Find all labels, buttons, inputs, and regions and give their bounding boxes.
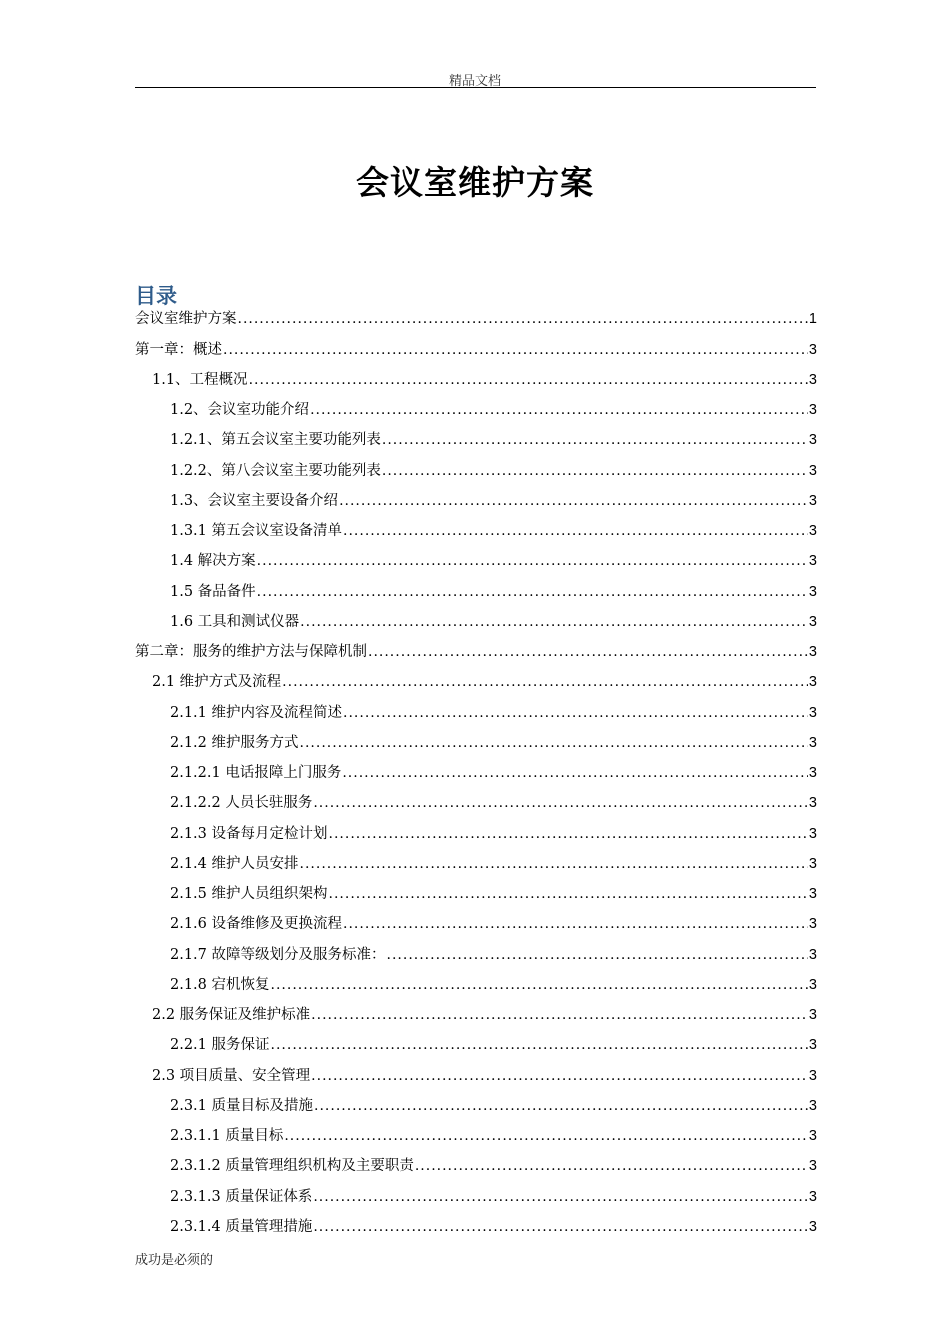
toc-entry[interactable] xyxy=(135,637,817,667)
toc-entry-label: 2.1.2.1 电话报障上门服务 xyxy=(170,765,342,781)
toc-entry-page-number: 3 xyxy=(808,674,817,691)
toc-entry[interactable] xyxy=(135,788,817,818)
toc-entry[interactable] xyxy=(135,697,817,727)
toc-entry[interactable] xyxy=(135,970,817,1000)
toc-entry-label: 1.3.1 第五会议室设备清单 xyxy=(170,523,343,539)
toc-entry-page-number: 3 xyxy=(808,1128,817,1144)
toc-entry-page-number: 3 xyxy=(808,1158,817,1175)
toc-dot-leader xyxy=(311,1000,808,1030)
toc-dot-leader xyxy=(329,819,808,849)
toc-dot-leader xyxy=(223,335,808,365)
toc-entry-page-number: 3 xyxy=(808,855,817,872)
toc-dot-leader xyxy=(300,607,808,637)
toc-entry-page-number: 3 xyxy=(808,734,817,751)
toc-entry[interactable] xyxy=(135,879,817,909)
toc-dot-leader xyxy=(310,395,808,425)
header-divider xyxy=(135,87,816,88)
toc-entry-label: 2.1.1 维护内容及流程简述 xyxy=(170,704,343,721)
toc-heading: 目录 xyxy=(135,284,177,308)
toc-entry-page-number: 3 xyxy=(808,553,817,570)
toc-entry-label: 2.3.1.1 质量目标 xyxy=(170,1128,284,1144)
toc-entry[interactable] xyxy=(135,455,817,485)
toc-entry[interactable] xyxy=(135,486,817,516)
toc-entry[interactable] xyxy=(135,516,817,546)
toc-entry-page-number: 3 xyxy=(808,1218,817,1235)
toc-entry-label: 2.1.5 维护人员组织架构 xyxy=(170,886,328,902)
toc-entry[interactable] xyxy=(135,728,817,758)
toc-entry[interactable] xyxy=(135,576,817,606)
toc-entry-page-number: 3 xyxy=(808,946,817,963)
toc-entry-page-number: 3 xyxy=(808,402,817,418)
toc-dot-leader xyxy=(238,304,808,334)
toc-entry-label: 第二章：服务的维护方法与保障机制 xyxy=(135,644,367,660)
toc-entry-label: 1.5 备品备件 xyxy=(170,583,256,600)
toc-dot-leader xyxy=(300,849,808,879)
toc-entry-page-number: 3 xyxy=(808,371,817,388)
toc-entry[interactable] xyxy=(135,1121,817,1151)
toc-dot-leader xyxy=(284,1121,808,1151)
toc-entry-page-number: 3 xyxy=(808,704,817,721)
toc-entry[interactable] xyxy=(135,1212,817,1242)
toc-entry-page-number: 3 xyxy=(808,583,817,600)
toc-dot-leader xyxy=(382,425,808,455)
toc-entry-page-number: 1 xyxy=(808,311,817,328)
toc-dot-leader xyxy=(314,1091,808,1121)
toc-dot-leader xyxy=(342,758,808,788)
toc-entry-label: 2.2.1 服务保证 xyxy=(170,1037,270,1054)
toc-dot-leader xyxy=(339,486,808,516)
document-title: 会议室维护方案 xyxy=(356,163,594,202)
toc-entry-label: 1.2.1、第五会议室主要功能列表 xyxy=(170,432,381,449)
toc-entry-label: 2.3.1.3 质量保证体系 xyxy=(170,1188,313,1205)
toc-entry[interactable] xyxy=(135,1030,817,1060)
toc-entry[interactable] xyxy=(135,1151,817,1181)
toc-entry-page-number: 3 xyxy=(808,613,817,630)
toc-dot-leader xyxy=(313,1212,808,1242)
page-header: 精品文档 xyxy=(448,74,501,89)
toc-entry-label: 会议室维护方案 xyxy=(135,311,237,328)
toc-entry-page-number: 3 xyxy=(808,1067,817,1084)
toc-dot-leader xyxy=(249,365,808,395)
toc-entry-page-number: 3 xyxy=(808,765,817,781)
toc-entry-page-number: 3 xyxy=(808,1037,817,1054)
toc-entry-label: 1.4 解决方案 xyxy=(170,553,256,570)
toc-dot-leader xyxy=(343,516,808,546)
toc-entry-label: 2.1 维护方式及流程 xyxy=(152,674,282,691)
toc-entry[interactable] xyxy=(135,425,817,455)
toc-entry-label: 2.3.1.2 质量管理组织机构及主要职责 xyxy=(170,1158,414,1175)
toc-dot-leader xyxy=(271,1030,808,1060)
toc-entry[interactable] xyxy=(135,667,817,697)
toc-entry-label: 2.1.2 维护服务方式 xyxy=(170,734,299,751)
toc-entry-page-number: 3 xyxy=(808,1007,817,1023)
toc-dot-leader xyxy=(382,456,808,486)
toc-entry-label: 1.2.2、第八会议室主要功能列表 xyxy=(170,462,381,479)
toc-entry[interactable] xyxy=(135,334,817,364)
toc-entry[interactable] xyxy=(135,909,817,939)
toc-entry-label: 1.1、工程概况 xyxy=(152,371,248,388)
toc-entry-page-number: 3 xyxy=(808,644,817,660)
toc-entry[interactable] xyxy=(135,1000,817,1030)
toc-entry-label: 2.3.1 质量目标及措施 xyxy=(170,1097,314,1114)
toc-entry[interactable] xyxy=(135,546,817,576)
toc-dot-leader xyxy=(313,788,808,818)
toc-dot-leader xyxy=(313,1182,808,1212)
toc-entry[interactable] xyxy=(135,1181,817,1211)
toc-entry[interactable] xyxy=(135,1091,817,1121)
toc-entry-label: 1.6 工具和测试仪器 xyxy=(170,613,300,630)
toc-entry-page-number: 3 xyxy=(808,795,817,812)
toc-entry-label: 1.2、会议室功能介绍 xyxy=(170,402,310,418)
toc-entry[interactable] xyxy=(135,939,817,969)
toc-entry-page-number: 3 xyxy=(808,462,817,479)
toc-dot-leader xyxy=(415,1151,808,1181)
toc-dot-leader xyxy=(368,637,808,667)
toc-dot-leader xyxy=(387,940,808,970)
toc-entry-label: 2.1.8 宕机恢复 xyxy=(170,976,270,993)
toc-dot-leader xyxy=(282,667,808,697)
toc-entry-page-number: 3 xyxy=(808,523,817,539)
toc-dot-leader xyxy=(271,970,808,1000)
toc-entry-label: 2.1.4 维护人员安排 xyxy=(170,855,299,872)
toc-entry-page-number: 3 xyxy=(808,432,817,449)
toc-entry[interactable] xyxy=(135,849,817,879)
toc-entry-label: 2.1.3 设备每月定检计划 xyxy=(170,825,328,842)
toc-entry-page-number: 3 xyxy=(808,886,817,902)
toc-dot-leader xyxy=(257,577,808,607)
toc-entry-label: 第一章：概述 xyxy=(135,341,222,358)
toc-entry[interactable] xyxy=(135,607,817,637)
toc-entry-page-number: 3 xyxy=(808,492,817,509)
toc-entry[interactable] xyxy=(135,758,817,788)
page-footer: 成功是必须的 xyxy=(135,1253,214,1268)
toc-entry-page-number: 3 xyxy=(808,1188,817,1205)
toc-dot-leader xyxy=(300,728,808,758)
toc-entry[interactable] xyxy=(135,365,817,395)
toc-dot-leader xyxy=(257,546,808,576)
toc-entry-page-number: 3 xyxy=(808,341,817,358)
toc-entry-label: 2.3.1.4 质量管理措施 xyxy=(170,1218,313,1235)
toc-entry[interactable] xyxy=(135,818,817,848)
toc-entry-label: 1.3、会议室主要设备介绍 xyxy=(170,492,339,509)
toc-entry-page-number: 3 xyxy=(808,825,817,842)
toc-entry-label: 2.1.6 设备维修及更换流程 xyxy=(170,916,343,933)
toc-dot-leader xyxy=(329,879,808,909)
toc-dot-leader xyxy=(311,1061,808,1091)
toc-entry-label: 2.2 服务保证及维护标准 xyxy=(152,1007,311,1023)
toc-entry-page-number: 3 xyxy=(808,916,817,933)
toc-entry-page-number: 3 xyxy=(808,1097,817,1114)
toc-dot-leader xyxy=(343,698,808,728)
toc-entry[interactable] xyxy=(135,304,817,334)
toc-dot-leader xyxy=(343,909,808,939)
toc-entry[interactable] xyxy=(135,395,817,425)
table-of-contents xyxy=(135,304,817,1242)
toc-entry-page-number: 3 xyxy=(808,976,817,993)
toc-entry-label: 2.1.2.2 人员长驻服务 xyxy=(170,795,313,812)
toc-entry-label: 2.1.7 故障等级划分及服务标准： xyxy=(170,946,386,963)
toc-entry-label: 2.3 项目质量、安全管理 xyxy=(152,1067,311,1084)
toc-entry[interactable] xyxy=(135,1060,817,1090)
